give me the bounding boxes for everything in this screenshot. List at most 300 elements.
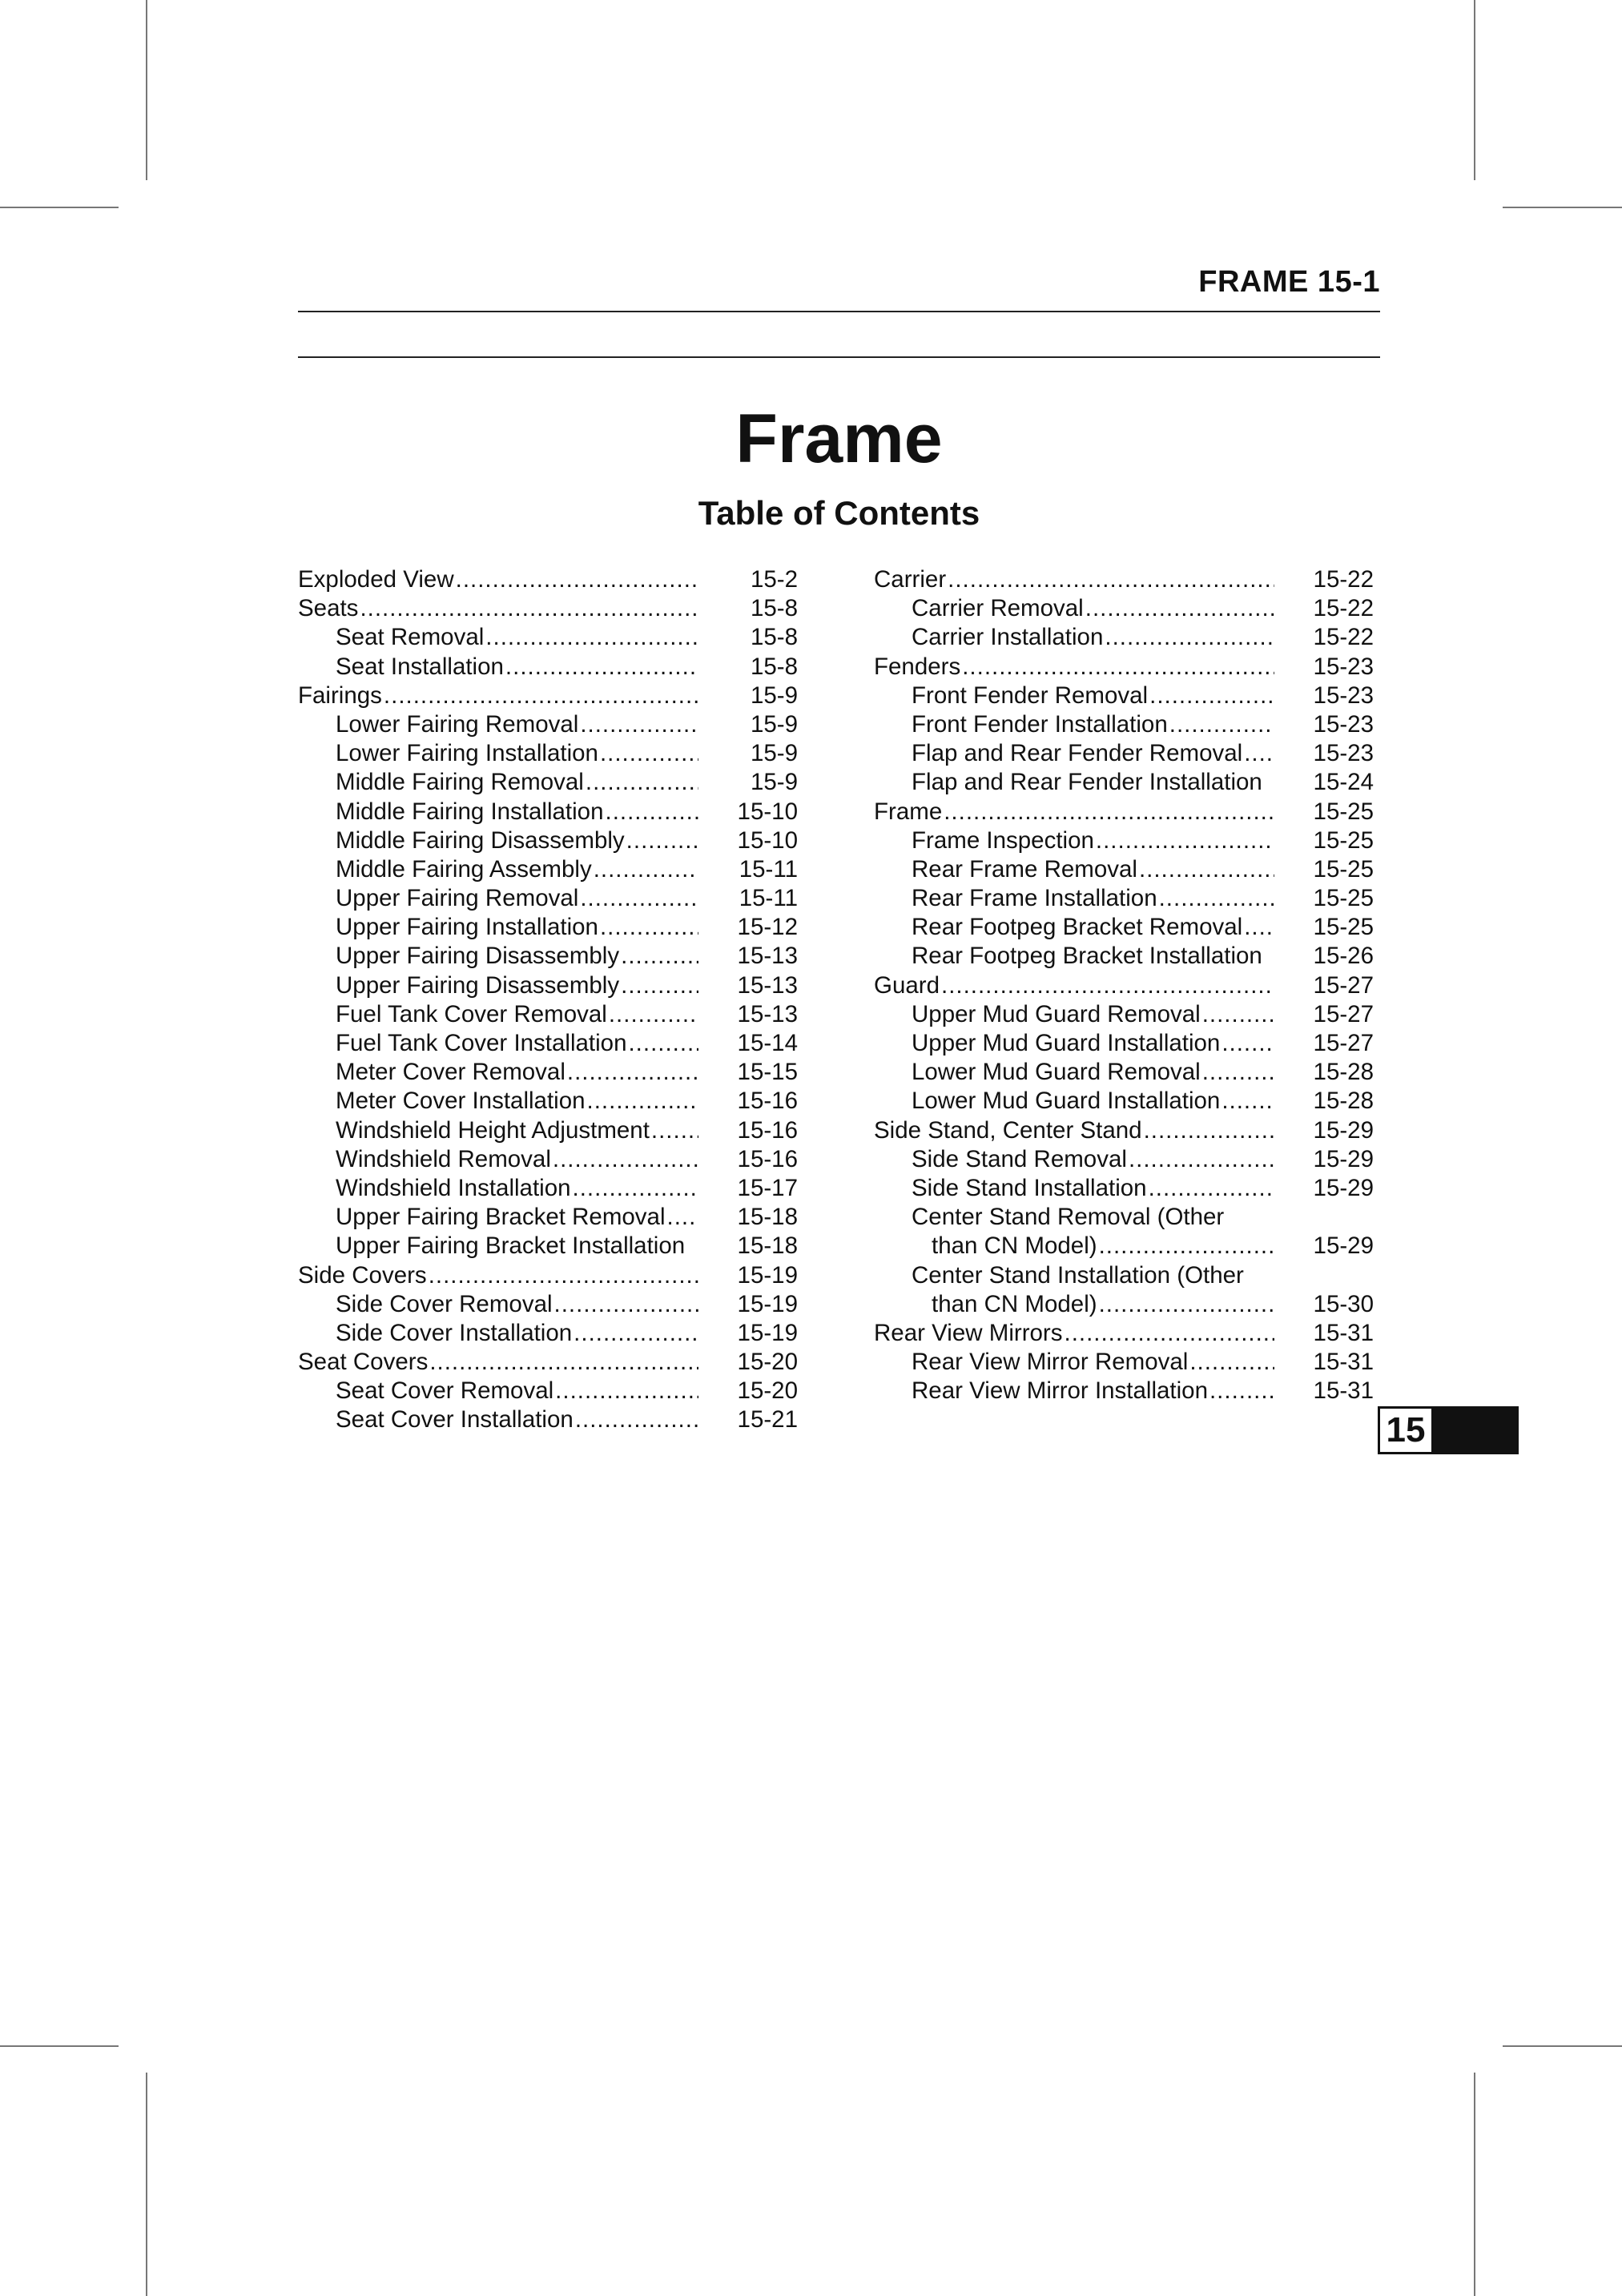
toc-entry-label: Frame [874,798,943,825]
toc-page-number: 15-13 [737,943,798,970]
toc-entry-title [298,1377,698,1405]
dot-leader [1149,682,1274,710]
toc-entry[interactable] [874,798,1374,826]
toc-entry-label: Fuel Tank Cover Removal [336,1000,607,1027]
dot-leader [594,855,698,884]
dot-leader [1222,1087,1274,1116]
chapter-tab-number: 15 [1380,1409,1431,1452]
toc-entry[interactable] [298,1029,798,1058]
dot-leader [574,1319,698,1348]
dot-leader [1209,1377,1274,1405]
dot-leader [1099,1290,1274,1319]
toc-entry-title [874,884,1274,913]
toc-entry-title [298,971,698,1000]
toc-entry-title [874,1290,1274,1319]
toc-entry-title [874,1029,1274,1058]
toc-entry-label: Rear Frame Removal [912,855,1137,883]
toc-entry[interactable] [298,1232,798,1261]
dot-leader [621,942,698,971]
toc-page-number: 15-2 [750,566,798,593]
toc-entry-title [874,682,1274,710]
dot-leader [567,1058,698,1087]
toc-page-number: 15-23 [1313,740,1374,767]
toc-entry-title [298,1174,698,1203]
toc-heading: Table of Contents [698,494,980,532]
toc-page-number: 15-22 [1313,624,1374,651]
toc-page-number: 15-8 [750,653,798,680]
toc-page-number: 15-13 [737,971,798,999]
toc-entry[interactable] [874,855,1374,884]
toc-entry-title [874,913,1274,942]
toc-page-number: 15-29 [1313,1145,1374,1172]
toc-entry-label: Rear Frame Installation [912,885,1157,912]
toc-entry-label: Side Cover Installation [336,1319,573,1346]
toc-entry-label: Side Covers [298,1261,427,1289]
toc-page-number: 15-25 [1313,914,1374,941]
toc-page-number: 15-11 [739,885,798,912]
toc-column-right [874,565,1374,1405]
toc-entry-title [874,1348,1274,1377]
crop-mark [1503,2045,1622,2047]
toc-entry[interactable] [298,1116,798,1145]
toc-entry[interactable] [298,768,798,797]
running-header: FRAME 15-1 [1198,265,1380,299]
toc-entry-label: Seat Covers [298,1349,429,1376]
toc-entry-title [874,653,1274,682]
toc-entry-label: Lower Mud Guard Installation [912,1088,1221,1115]
toc-entry-label: Upper Fairing Bracket Installation [336,1232,686,1260]
dot-leader [606,798,699,826]
toc-entry-label: Seat Cover Installation [336,1406,574,1433]
toc-entry[interactable] [298,1203,798,1232]
dot-leader [555,1377,698,1405]
toc-entry[interactable] [298,1319,798,1348]
toc-page-number: 15-15 [737,1059,798,1086]
toc-entry-title [874,1377,1274,1405]
toc-page-number: 15-18 [737,1204,798,1231]
toc-entry-label: Upper Fairing Disassembly [336,971,620,999]
dot-leader [1129,1145,1274,1174]
crop-mark [1474,2073,1475,2296]
toc-page-number: 15-25 [1313,885,1374,912]
dot-leader [962,653,1274,682]
toc-entry-title [298,565,698,594]
toc-entry-title [874,1203,1274,1232]
dot-leader [1189,1348,1274,1377]
toc-entry-label: Side Stand Installation [912,1174,1147,1201]
toc-entry-title [874,1232,1274,1261]
toc-entry-title [874,798,1274,826]
toc-entry-label: Fairings [298,682,382,709]
toc-entry-title [874,565,1274,594]
toc-entry[interactable] [874,594,1374,623]
toc-entry[interactable] [874,1145,1374,1174]
toc-page-number: 15-20 [737,1377,798,1405]
toc-page-number: 15-27 [1313,1030,1374,1056]
dot-leader [1099,1232,1274,1261]
toc-page-number: 15-23 [1313,710,1374,738]
toc-entry-label: Front Fender Removal [912,682,1149,709]
toc-entry-title [298,1319,698,1348]
toc-entry-title [298,1000,698,1029]
toc-entry-title [874,594,1274,623]
dot-leader [429,1348,698,1377]
toc-page-number: 15-25 [1313,855,1374,883]
toc-entry[interactable] [298,798,798,826]
chapter-tab[interactable] [1378,1406,1519,1454]
toc-entry-label: Middle Fairing Installation [336,798,604,825]
toc-entry[interactable] [874,1232,1374,1261]
toc-entry-title [874,1087,1274,1116]
toc-entry-title [298,768,698,797]
toc-page-number: 15-28 [1313,1088,1374,1115]
dot-leader [587,1087,698,1116]
toc-entry-label: Side Cover Removal [336,1290,553,1317]
dot-leader [384,682,698,710]
toc-page-number: 15-28 [1313,1059,1374,1086]
toc-entry[interactable] [874,623,1374,652]
toc-page-number: 15-22 [1313,595,1374,622]
toc-entry-label: Meter Cover Installation [336,1088,586,1115]
toc-page-number: 15-8 [750,624,798,651]
dot-leader [553,1145,698,1174]
toc-entry-title [298,1232,698,1261]
toc-entry-label: Lower Fairing Installation [336,740,598,767]
toc-entry[interactable] [298,971,798,1000]
toc-entry[interactable] [298,1087,798,1116]
toc-entry[interactable] [874,1029,1374,1058]
toc-page-number: 15-16 [737,1145,798,1172]
toc-page-number: 15-21 [737,1406,798,1433]
toc-entry-title [874,1145,1274,1174]
toc-entry[interactable] [298,565,798,594]
dot-leader [651,1116,698,1145]
toc-entry[interactable] [874,1174,1374,1203]
toc-entry[interactable] [874,768,1374,797]
toc-entry[interactable] [874,710,1374,739]
page-title: Frame [735,400,943,477]
dot-leader [941,971,1274,1000]
dot-leader [360,594,698,623]
toc-entry[interactable] [874,565,1374,594]
toc-entry-title [874,768,1274,797]
toc-entry-label: Seat Removal [336,624,485,651]
toc-entry[interactable] [874,1319,1374,1348]
toc-entry[interactable] [298,884,798,913]
toc-entry-title [298,1116,698,1145]
dot-leader [600,739,698,768]
toc-page-number: 15-10 [737,798,798,825]
toc-entry-label: Flap and Rear Fender Installation [912,769,1262,796]
toc-entry[interactable] [874,653,1374,682]
toc-entry[interactable] [298,1174,798,1203]
toc-entry-label: Seat Cover Removal [336,1377,554,1405]
toc-entry-title [874,942,1274,971]
toc-entry-title [298,884,698,913]
toc-entry-title [298,855,698,884]
toc-entry-title [298,653,698,682]
toc-entry-title [298,710,698,739]
toc-entry-label: Meter Cover Removal [336,1059,565,1086]
toc-entry[interactable] [874,1290,1374,1319]
toc-entry-label: Middle Fairing Removal [336,769,584,796]
toc-entry-label: Upper Fairing Removal [336,885,579,912]
toc-entry-title [298,1348,698,1377]
crop-mark [0,207,119,208]
toc-entry-title [874,1000,1274,1029]
toc-entry[interactable] [298,1145,798,1174]
toc-page-number: 15-19 [737,1319,798,1346]
toc-entry-title [298,623,698,652]
toc-entry-title [298,1290,698,1319]
toc-page-number: 15-31 [1313,1319,1374,1346]
crop-mark [0,2045,119,2047]
toc-page-number: 15-17 [737,1174,798,1201]
crop-mark [1474,0,1475,180]
toc-entry[interactable] [874,739,1374,768]
toc-entry-label: Center Stand Removal (Other [912,1204,1225,1231]
dot-leader [1139,855,1274,884]
toc-entry[interactable] [874,1377,1374,1405]
dot-leader [1169,710,1274,739]
toc-entry-label: Carrier [874,566,947,593]
dot-leader [1105,623,1274,652]
toc-entry-title [298,1203,698,1232]
toc-page-number: 15-12 [737,914,798,941]
toc-page-number: 15-19 [737,1261,798,1289]
toc-entry[interactable] [298,1405,798,1434]
dot-leader [609,1000,698,1029]
toc-page-number: 15-25 [1313,798,1374,825]
toc-entry[interactable] [298,623,798,652]
toc-entry-title [298,1029,698,1058]
toc-entry-label: Upper Fairing Installation [336,914,598,941]
toc-entry[interactable] [298,855,798,884]
toc-entry[interactable] [874,826,1374,855]
toc-entry-title [298,798,698,826]
toc-entry[interactable] [298,1058,798,1087]
dot-leader [944,798,1274,826]
dot-leader [1202,1058,1274,1087]
toc-entry-label: Exploded View [298,566,454,593]
dot-leader [429,1261,698,1290]
dot-leader [1085,594,1274,623]
toc-entry-label: Upper Mud Guard Removal [912,1000,1201,1027]
dot-leader [948,565,1274,594]
toc-page-number: 15-10 [737,826,798,854]
toc-entry-label: Windshield Installation [336,1174,571,1201]
toc-entry-label: Windshield Height Adjustment [336,1116,650,1144]
crop-mark [1503,207,1622,208]
toc-entry[interactable] [298,653,798,682]
toc-page-number: 15-19 [737,1290,798,1317]
dot-leader [586,768,698,797]
toc-page-number: 15-22 [1313,566,1374,593]
toc-entry-title [874,739,1274,768]
toc-entry[interactable] [874,913,1374,942]
toc-entry-title [298,594,698,623]
header-rule [298,311,1380,312]
toc-entry-title [874,1261,1274,1290]
toc-column-left [298,565,798,1435]
toc-entry-title [298,1145,698,1174]
dot-leader [505,653,698,682]
toc-entry-label: Upper Fairing Bracket Removal [336,1204,666,1231]
toc-entry-label: Rear Footpeg Bracket Installation [912,943,1262,970]
toc-entry-title [874,1116,1274,1145]
header-rule-lower [298,356,1380,358]
dot-leader [1065,1319,1275,1348]
toc-page-number: 15-25 [1313,826,1374,854]
toc-entry-title [298,826,698,855]
dot-leader [575,1405,698,1434]
toc-entry-label: than CN Model) [932,1290,1097,1317]
dot-leader [554,1290,698,1319]
toc-entry-label: Side Stand Removal [912,1145,1127,1172]
toc-page-number: 15-29 [1313,1116,1374,1144]
toc-entry-label: Fuel Tank Cover Installation [336,1030,627,1056]
dot-leader [1144,1116,1274,1145]
toc-entry-title [874,855,1274,884]
toc-entry[interactable] [874,971,1374,1000]
toc-entry-title [874,1319,1274,1348]
toc-entry-title [298,1087,698,1116]
toc-entry[interactable] [874,942,1374,971]
toc-entry[interactable] [298,942,798,971]
dot-leader [1159,884,1274,913]
toc-entry-title [874,1174,1274,1203]
toc-page-number: 15-26 [1313,943,1374,970]
toc-page-number: 15-9 [750,740,798,767]
toc-entry-title [298,1261,698,1290]
crop-mark [146,2073,147,2296]
dot-leader [600,913,698,942]
toc-entry-label: Rear View Mirrors [874,1319,1063,1346]
toc-entry[interactable] [874,682,1374,710]
toc-entry[interactable] [298,913,798,942]
toc-entry-label: Side Stand, Center Stand [874,1116,1142,1144]
dot-leader [1096,826,1274,855]
dot-leader [580,710,698,739]
crop-mark [146,0,147,180]
toc-page-number: 15-27 [1313,971,1374,999]
dot-leader [626,826,698,855]
toc-entry[interactable] [874,1203,1374,1232]
toc-entry-label: Rear View Mirror Removal [912,1349,1189,1376]
toc-entry-label: Flap and Rear Fender Removal [912,740,1243,767]
toc-page-number: 15-20 [737,1349,798,1376]
dot-leader [628,1029,698,1058]
dot-leader [1222,1029,1274,1058]
toc-entry[interactable] [874,1116,1374,1145]
dot-leader [621,971,698,1000]
toc-page-number: 15-27 [1313,1000,1374,1027]
toc-entry-title [874,1058,1274,1087]
toc-page-number: 15-9 [750,710,798,738]
toc-entry-label: Guard [874,971,940,999]
toc-entry-label: Middle Fairing Disassembly [336,826,625,854]
toc-entry-label: Carrier Installation [912,624,1104,651]
toc-page-number: 15-29 [1313,1174,1374,1201]
toc-entry[interactable] [298,682,798,710]
toc-entry-title [298,1058,698,1087]
toc-page-number: 15-13 [737,1000,798,1027]
toc-page-number: 15-16 [737,1116,798,1144]
toc-entry-label: Rear Footpeg Bracket Removal [912,914,1243,941]
toc-entry[interactable] [874,1261,1374,1290]
dot-leader [1149,1174,1274,1203]
toc-entry-title [298,1405,698,1434]
toc-page-number: 15-31 [1313,1349,1374,1376]
toc-page-number: 15-24 [1313,769,1374,796]
toc-entry-label: Middle Fairing Assembly [336,855,592,883]
toc-entry-title [298,913,698,942]
toc-entry[interactable] [874,1348,1374,1377]
toc-page-number: 15-14 [737,1030,798,1056]
toc-entry-label: Windshield Removal [336,1145,551,1172]
toc-entry-title [874,826,1274,855]
toc-entry[interactable] [298,826,798,855]
toc-page-number: 15-23 [1313,653,1374,680]
dot-leader [573,1174,698,1203]
toc-entry[interactable] [298,1377,798,1405]
toc-page-number: 15-9 [750,682,798,709]
toc-entry-label: Front Fender Installation [912,710,1168,738]
toc-entry[interactable] [298,1348,798,1377]
dot-leader [456,565,698,594]
toc-entry[interactable] [874,1058,1374,1087]
toc-entry-title [874,623,1274,652]
toc-page-number: 15-23 [1313,682,1374,709]
toc-entry-title [874,710,1274,739]
toc-entry[interactable] [874,1000,1374,1029]
toc-entry-label: Seats [298,595,359,622]
toc-page-number: 15-30 [1313,1290,1374,1317]
toc-page-number: 15-31 [1313,1377,1374,1405]
dot-leader [1244,739,1274,768]
toc-entry-label: Carrier Removal [912,595,1084,622]
toc-entry[interactable] [298,594,798,623]
dot-leader [1244,913,1274,942]
toc-entry[interactable] [298,1290,798,1319]
toc-entry-label: Lower Fairing Removal [336,710,579,738]
toc-entry-label: Center Stand Installation (Other [912,1261,1244,1289]
toc-entry-label: Lower Mud Guard Removal [912,1059,1201,1086]
toc-entry[interactable] [874,1087,1374,1116]
toc-entry-label: Upper Fairing Disassembly [336,943,620,970]
toc-entry[interactable] [298,1000,798,1029]
toc-page-number: 15-29 [1313,1232,1374,1260]
toc-page-number: 15-11 [739,855,798,883]
toc-entry-title [874,971,1274,1000]
toc-entry[interactable] [874,884,1374,913]
toc-entry[interactable] [298,1261,798,1290]
dot-leader [1202,1000,1274,1029]
toc-entry-label: Frame Inspection [912,826,1094,854]
toc-page-number: 15-8 [750,595,798,622]
toc-entry-label: than CN Model) [932,1232,1097,1260]
toc-entry[interactable] [298,739,798,768]
toc-entry-label: Fenders [874,653,961,680]
dot-leader [580,884,698,913]
toc-entry[interactable] [298,710,798,739]
toc-entry-label: Upper Mud Guard Installation [912,1030,1221,1056]
toc-entry-title [298,739,698,768]
toc-entry-label: Seat Installation [336,653,504,680]
dot-leader [485,623,698,652]
toc-entry-label: Rear View Mirror Installation [912,1377,1208,1405]
toc-entry-title [298,942,698,971]
